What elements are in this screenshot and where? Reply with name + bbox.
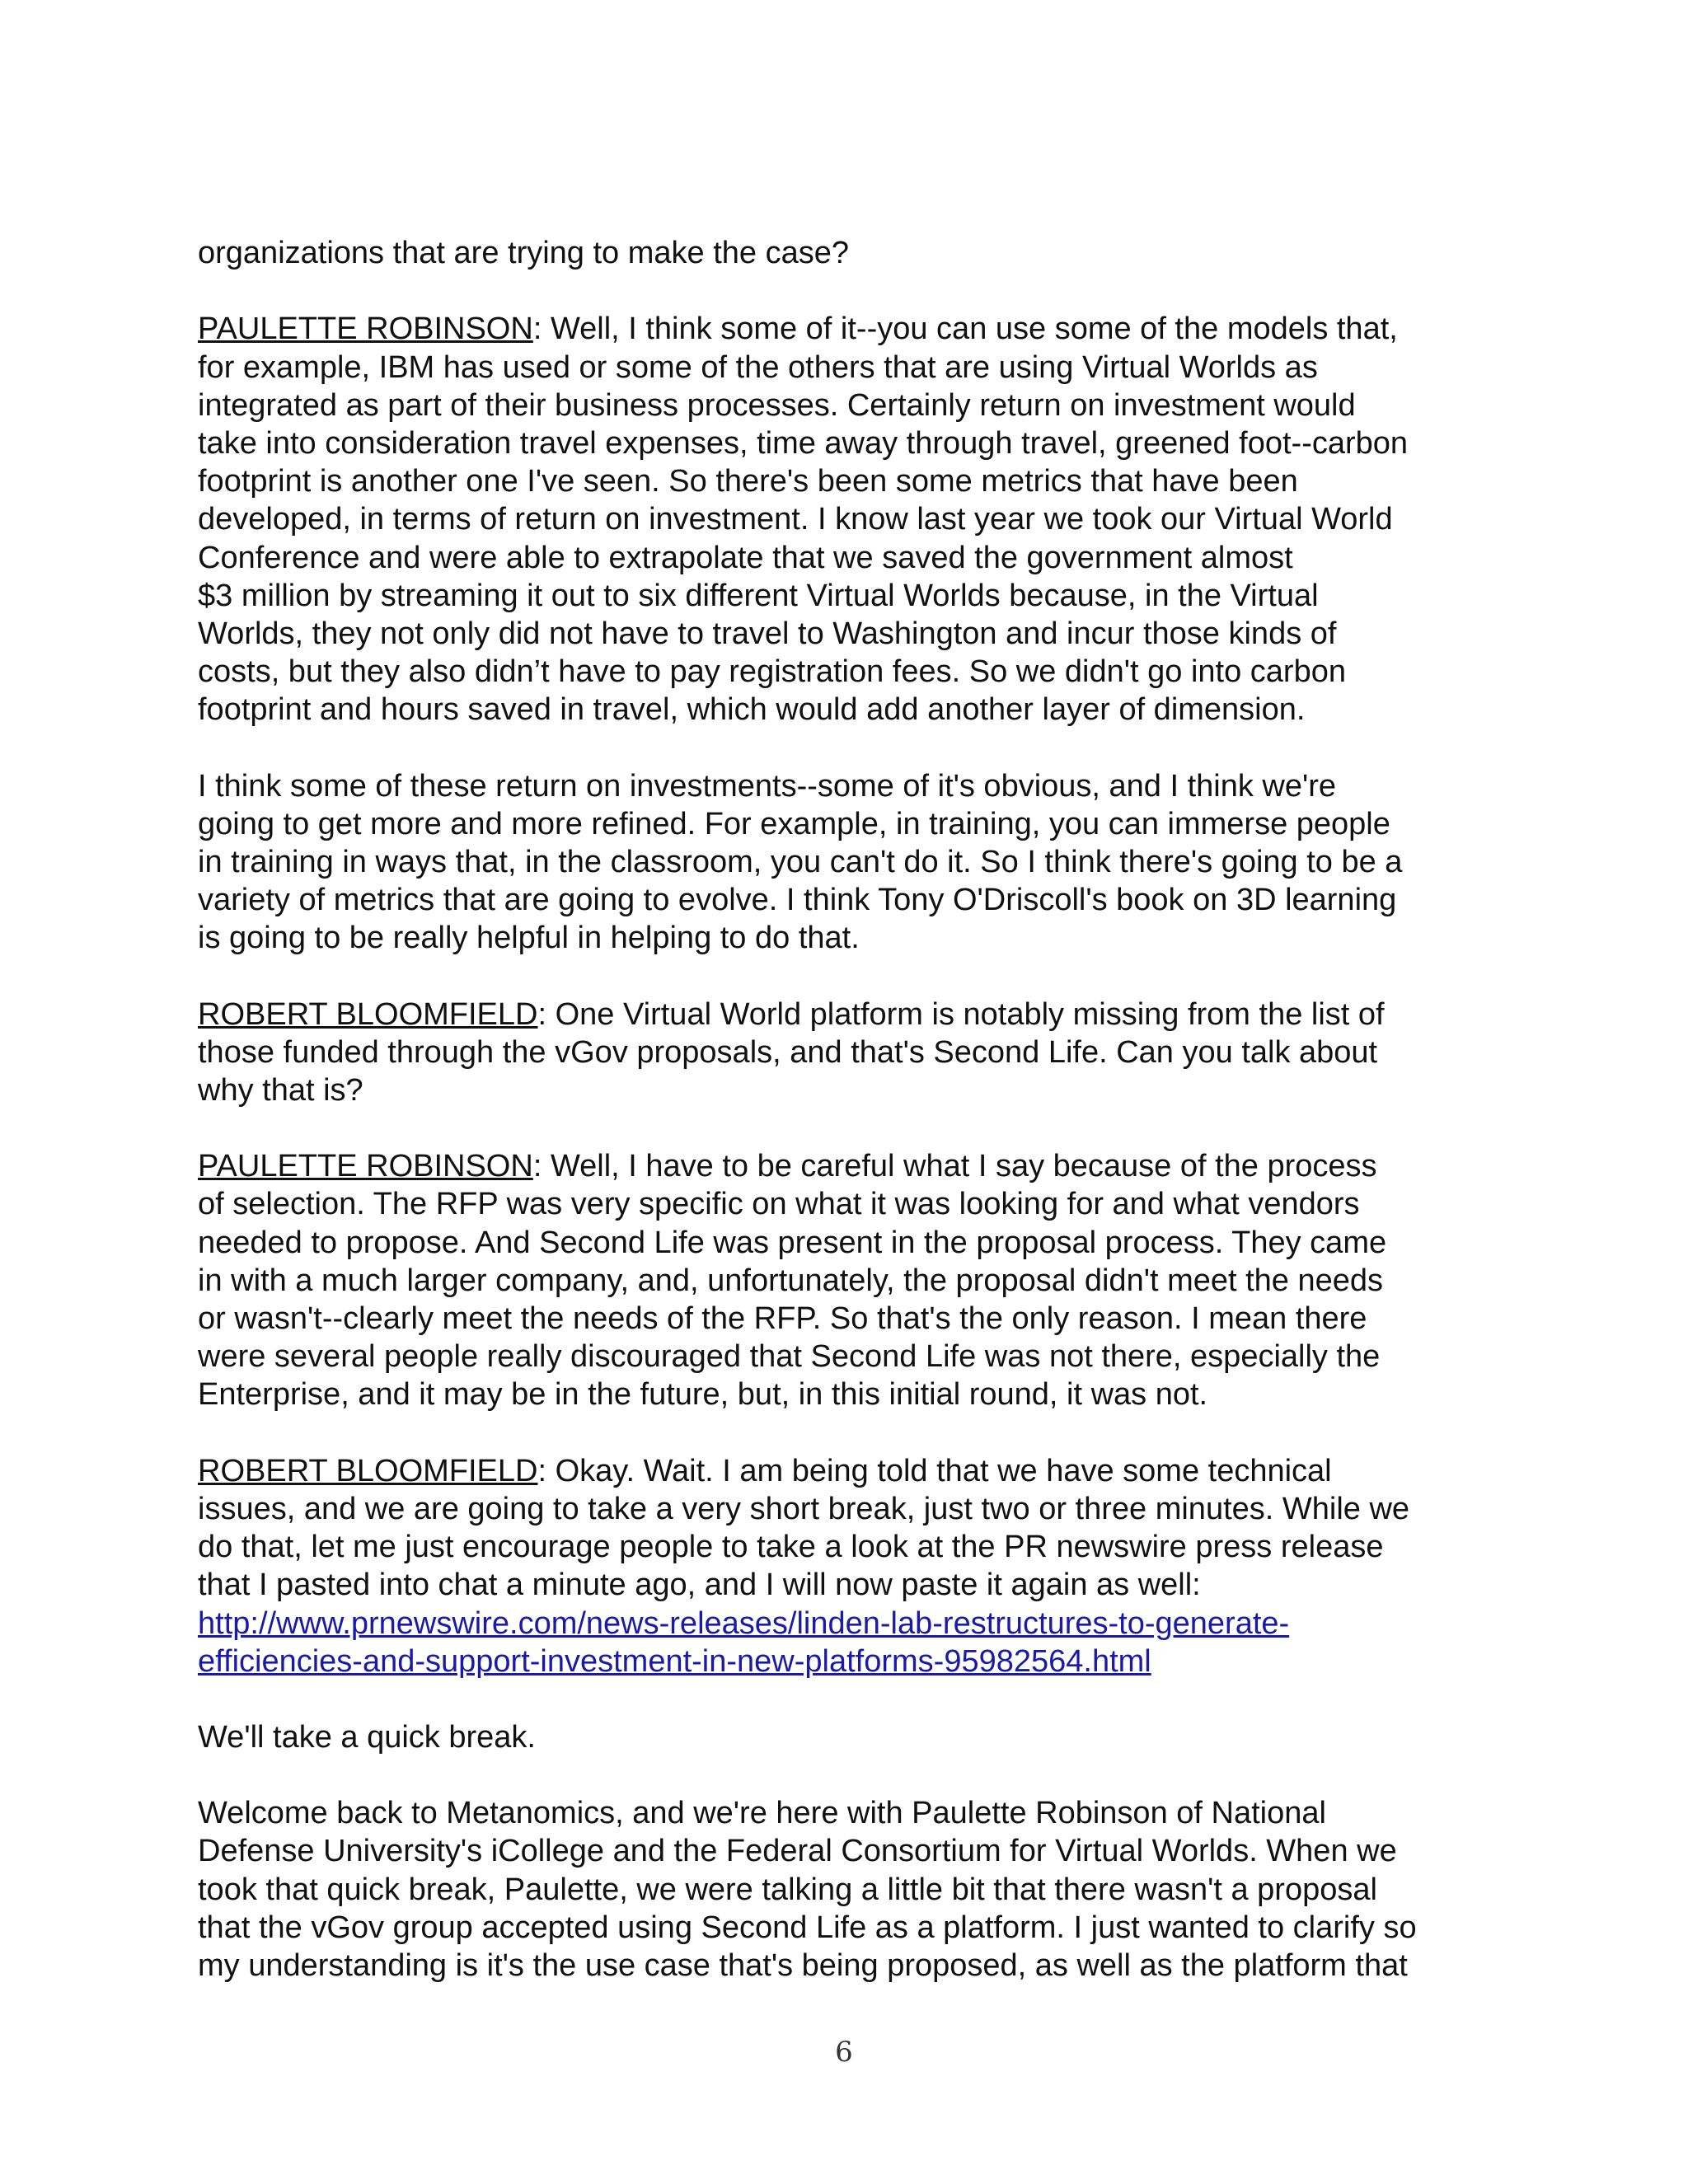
paragraph-quick-break [198, 1718, 1500, 1756]
paragraph-text: Well, I think some of it--you can use some of the models that, for example, IBM has used or some of the others that are using Virtual Worlds as integrated as part of their business processes. Certainly return on investment would take into consideration travel expenses, time away through travel, greened foot--carbon footprint is another one I've seen. So there's been some metrics that have been developed, in terms of return on investment. I know last year we took our Virtual World Conference and were able to extrapolate that we saved the government almost $3 million by streaming it out to six different Virtual Worlds because, in the Virtual Worlds, they not only did not have to travel to Washington and incur those kinds of costs, but they also didn’t have to pay registration fees. So we didn't go into carbon footprint and hours saved in travel, which would add another layer of dimension. [198, 312, 1409, 728]
paragraph-text: organizations that are trying to make the case? [198, 236, 850, 271]
paragraph-text: One Virtual World platform is notably missing from the list of those funded through the vGov proposals, and that's Second Life. Can you talk about why that is? [198, 996, 1385, 1108]
speaker-name: PAULETTE ROBINSON [198, 1149, 533, 1184]
paragraph-text: We'll take a quick break. [198, 1719, 536, 1755]
paragraph-text: Welcome back to Metanomics, and we're here with Paulette Robinson of National Defense University's iCollege and the Federal Consortium for Virtual Worlds. When we took that quick break, Paulette, we were talking a little bit that there wasn't a proposal that the vGov group accepted using Second Life as a platform. I just wanted to clarify so my understanding is it's the use case that's being proposed, as well as the platform that [198, 1796, 1417, 1983]
paragraph-continuation [198, 196, 1500, 272]
speaker-name: ROBERT BLOOMFIELD [198, 996, 538, 1032]
paragraph-text: Well, I have to be careful what I say because of the process of selection. The RFP was very specific on what it was looking for and what vendors needed to propose. And Second Life was present in the proposal process. They came in with a much larger company, and, unfortunately, the proposal didn't meet the needs or wasn't--clearly meet the needs of the RFP. So that's the only reason. I mean there were several people really discouraged that Second Life was not there, especially the Enterprise, and it may be in the future, but, in this initial round, it was not. [198, 1149, 1387, 1413]
paragraph-paulette-robinson: PAULETTE ROBINSON: Well, I think some of it--you can use some of the models that, for example, IBM has used or some of the others that are using Virtual Worlds as integrated as part of their business processes. Certainly return on investment would take into consideration travel expenses, time away through travel, greened foot--carbon footprint is another one I've seen. So there's been some metrics that have been developed, in terms of return on investment. I know last year we took our Virtual World Conference and were able to extrapolate that we saved the government almost $3 million by streaming it out to six different Virtual Worlds because, in the Virtual Worlds, they not only did not have to travel to Washington and incur those kinds of costs, but they also didn’t have to pay registration fees. So we didn't go into carbon footprint and hours saved in travel, which would add another layer of dimension. [198, 312, 1409, 728]
press-release-link[interactable]: http://www.prnewswire.com/news-releases/linden-lab-restructures-to-generate- efficiencies-and-support-investment-in-new-platforms-95982564.html [198, 1605, 1290, 1679]
paragraph-welcome-back [198, 1794, 1500, 1985]
paragraph-robert-bloomfield: ROBERT BLOOMFIELD: Okay. Wait. I am being told that we have some technical issues, and we are going to take a very short break, just two or three minutes. While we do that, let me just encourage people to take a look at the PR newswire press release that I pasted into chat a minute ago, and I will now paste it again as well: http://www.prnewswire.com/news-releases/linden-lab-restructures-to-generate- efficiencies-and-support-investment-in-new-platforms-95982564.html [198, 1452, 1500, 1680]
paragraph-robert-bloomfield: ROBERT BLOOMFIELD: One Virtual World platform is notably missing from the list of those funded through the vGov proposals, and that's Second Life. Can you talk about why that is? [198, 996, 1385, 1108]
speaker-name: PAULETTE ROBINSON [198, 312, 533, 347]
paragraph-paulette-robinson: PAULETTE ROBINSON: Well, I have to be careful what I say because of the process of selection. The RFP was very specific on what it was looking for and what vendors needed to propose. And Second Life was present in the proposal process. They came in with a much larger company, and, unfortunately, the proposal didn't meet the needs or wasn't--clearly meet the needs of the RFP. So that's the only reason. I mean there were several people really discouraged that Second Life was not there, especially the Enterprise, and it may be in the future, but, in this initial round, it was not. [198, 1149, 1387, 1413]
page-number: 6 [835, 2036, 853, 2069]
paragraph-return-on-investment [198, 767, 1500, 958]
paragraph-text: Okay. Wait. I am being told that we have some technical issues, and we are going to take a very short break, just two or three minutes. While we do that, let me just encourage people to take a look at the PR newswire press release that I pasted into chat a minute ago, and I will now paste it again as well: [198, 1453, 1410, 1603]
transcript-body [198, 196, 1500, 2022]
paragraph-text: I think some of these return on investments--some of it's obvious, and I think we're going to get more and more refined. For example, in training, you can immerse people in training in ways that, in the classroom, you can't do it. So I think there's going to be a variety of metrics that are going to evolve. I think Tony O'Driscoll's book on 3D learning is going to be really helpful in helping to do that. [198, 768, 1403, 956]
speaker-name: ROBERT BLOOMFIELD [198, 1453, 538, 1488]
